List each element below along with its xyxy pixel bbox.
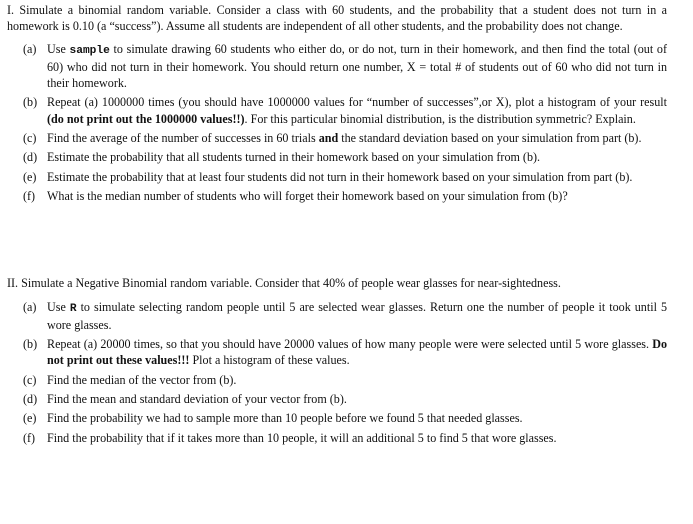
part-letter: (b) [23, 95, 38, 110]
part-text-pre: Use [47, 41, 70, 56]
problem-2-parts [23, 299, 667, 446]
part-text [47, 41, 667, 92]
part-letter: (a) [23, 41, 37, 56]
code-sample: sample [69, 44, 110, 57]
part-text: What is the median number of students who will forget their homework based on your simulation from (b)? [47, 188, 568, 203]
part-text: Find the probability that if it takes more than 10 people, it will an additional 5 to find 5 that wore glasses. [47, 430, 557, 445]
homework-document [7, 2, 667, 449]
part-letter: (c) [23, 131, 37, 146]
part-letter: (d) [23, 150, 38, 165]
part-text-pre: Use [47, 299, 70, 314]
part-text-post: to simulate selecting random people until 5 are selected wear glasses. Return one the number of people it took until 5 wore glasses. [47, 299, 667, 332]
part-letter: (e) [23, 169, 37, 184]
problem-2-part-e [23, 410, 667, 426]
problem-1-part-f [23, 188, 667, 204]
problem-2 [7, 275, 667, 446]
part-text: Find the median of the vector from (b). [47, 372, 237, 387]
part-letter: (f) [23, 188, 36, 203]
bold-and: and [318, 131, 339, 146]
part-text [47, 94, 667, 127]
part-letter: (b) [23, 337, 38, 352]
problem-2-part-b [23, 336, 667, 369]
problem-1-part-a [23, 41, 667, 92]
part-text [47, 130, 667, 146]
problem-1-part-d [23, 149, 667, 165]
part-text-post: Plot a histogram of these values. [189, 353, 350, 368]
bold-warning: Do not print out these values!!! [47, 337, 667, 368]
part-text: Estimate the probability that all students turned in their homework based on your simulation from (b). [47, 150, 541, 165]
part-text-post: . For this particular binomial distribution, is the distribution symmetric? Explain. [244, 111, 636, 126]
problem-1 [7, 2, 667, 204]
part-text [47, 299, 667, 334]
problem-1-parts [23, 41, 667, 205]
part-text: Find the mean and standard deviation of your vector from (b). [47, 392, 347, 407]
part-letter: (c) [23, 372, 37, 387]
problem-1-part-c [23, 130, 667, 146]
part-letter: (d) [23, 392, 38, 407]
problem-2-part-a [23, 299, 667, 334]
problem-1-part-b [23, 94, 667, 127]
problem-2-part-d [23, 391, 667, 407]
part-text-post: to simulate drawing 60 students who either do, or do not, turn in their homework, and then find the total (out of 60) who did not turn in their homework. You should return one number, X = total # of students out of 60 who did not turn in their homework. [47, 41, 667, 91]
part-text [47, 336, 667, 369]
part-letter: (e) [23, 411, 37, 426]
problem-1-part-e [23, 169, 667, 185]
problem-2-part-f [23, 430, 667, 446]
code-r: R [69, 302, 77, 315]
part-text-pre: Repeat (a) 1000000 times (you should have 1000000 values for “number of successes”,or X), plot a histogram of your result [47, 95, 667, 110]
part-text: Estimate the probability that at least four students did not turn in their homework based on your simulation from part (b). [47, 169, 633, 184]
part-text-pre: Find the average of the number of successes in 60 trials [47, 131, 319, 146]
part-text: Find the probability we had to sample more than 10 people before we found 5 that needed glasses. [47, 411, 523, 426]
problem-2-intro: II. Simulate a Negative Binomial random variable. Consider that 40% of people wear glasses for near-sightedness. [7, 276, 561, 291]
section-gap [7, 207, 667, 275]
bold-warning: (do not print out the 1000000 values!!) [47, 111, 245, 126]
problem-2-part-c [23, 372, 667, 388]
part-text-pre: Repeat (a) 20000 times, so that you should have 20000 values of how many people were were selected until 5 wore glasses. [47, 337, 653, 352]
part-letter: (a) [23, 299, 37, 314]
problem-1-intro: I. Simulate a binomial random variable. Consider a class with 60 students, and the probability that a student does not turn in a homework is 0.10 (a “success”). Assume all students are independent of all other students, and the probability does not change. [7, 3, 667, 34]
part-letter: (f) [23, 430, 36, 445]
part-text-post: the standard deviation based on your simulation from part (b). [338, 131, 642, 146]
